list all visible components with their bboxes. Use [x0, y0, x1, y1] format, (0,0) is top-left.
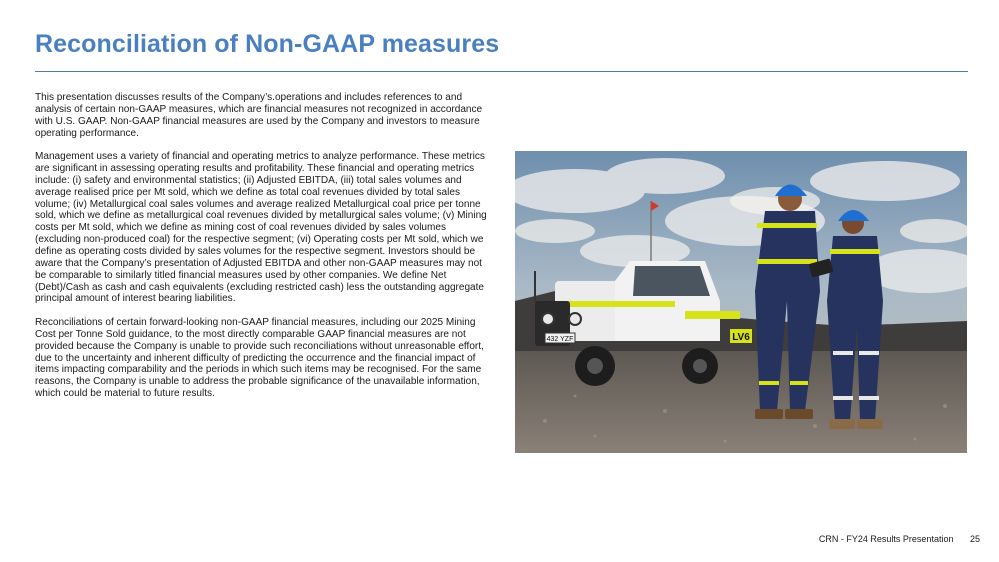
mine-site-photo	[515, 151, 967, 453]
title-divider	[35, 71, 968, 72]
paragraph-metrics: Management uses a variety of financial and operating metrics to analyze performance. These metrics are significant in assessing operating results and profitability. These financial and operating metrics include: (i) safety and environmental statistics; (ii) Adjusted EBITDA, (iii) total sales volumes and average realised price per Mt sold, which we define as total coal revenues divided by total sales volume; (iv) Metallurgical coal sales volumes and average realized Metallurgical coal price per tonne sold, which we define as metallurgical coal revenues divided by metallurgical sales volume; (v) Mining costs per Mt sold, which we define as mining cost of coal revenues divided by sales volumes (excluding non-produced coal) for the respective segment; (vi) Operating costs per Mt sold, which we define as operating costs divided by sales volumes for the respective segment. Investors should be aware that the Company’s presentation of Adjusted EBITDA and other non-GAAP measures may not be comparable to similarly titled financial measures used by other companies. We define Net (Debt)/Cash as cash and cash equivalents (excluding restricted cash) less the outstanding aggregate principal amount of interest bearing liabilities.	[35, 151, 487, 305]
vehicle-plate: 432 YZF	[546, 336, 574, 343]
body-text	[35, 92, 491, 412]
slide-title: Reconciliation of Non-GAAP measures	[35, 30, 500, 58]
vehicle-tag: LV6	[732, 332, 750, 343]
paragraph-intro: This presentation discusses results of the Company’s.operations and includes references to and analysis of certain non-GAAP measures, which are financial measures not recognized in accordance with U.S. GAAP. Non-GAAP financial measures are used by the Company and investors to measure operating performance.	[35, 92, 483, 139]
slide-footer	[819, 534, 980, 544]
paragraph-reconciliations: Reconciliations of certain forward-looking non-GAAP financial measures, including our 2025 Mining Cost per Tonne Sold guidance, to the most directly comparable GAAP financial measures are not provided because the Company is unable to provide such reconciliations without unreasonable effort, due to the uncertainty and inherent difficulty of predicting the occurrence and the financial impact of items impacting comparability and the periods in which such items may be recognised. For the same reasons, the Company is unable to address the probable significance of the unavailable information, which could be material to future results.	[35, 317, 484, 400]
footer-label: CRN - FY24 Results Presentation	[818, 534, 954, 544]
page-number: 25	[969, 534, 980, 544]
